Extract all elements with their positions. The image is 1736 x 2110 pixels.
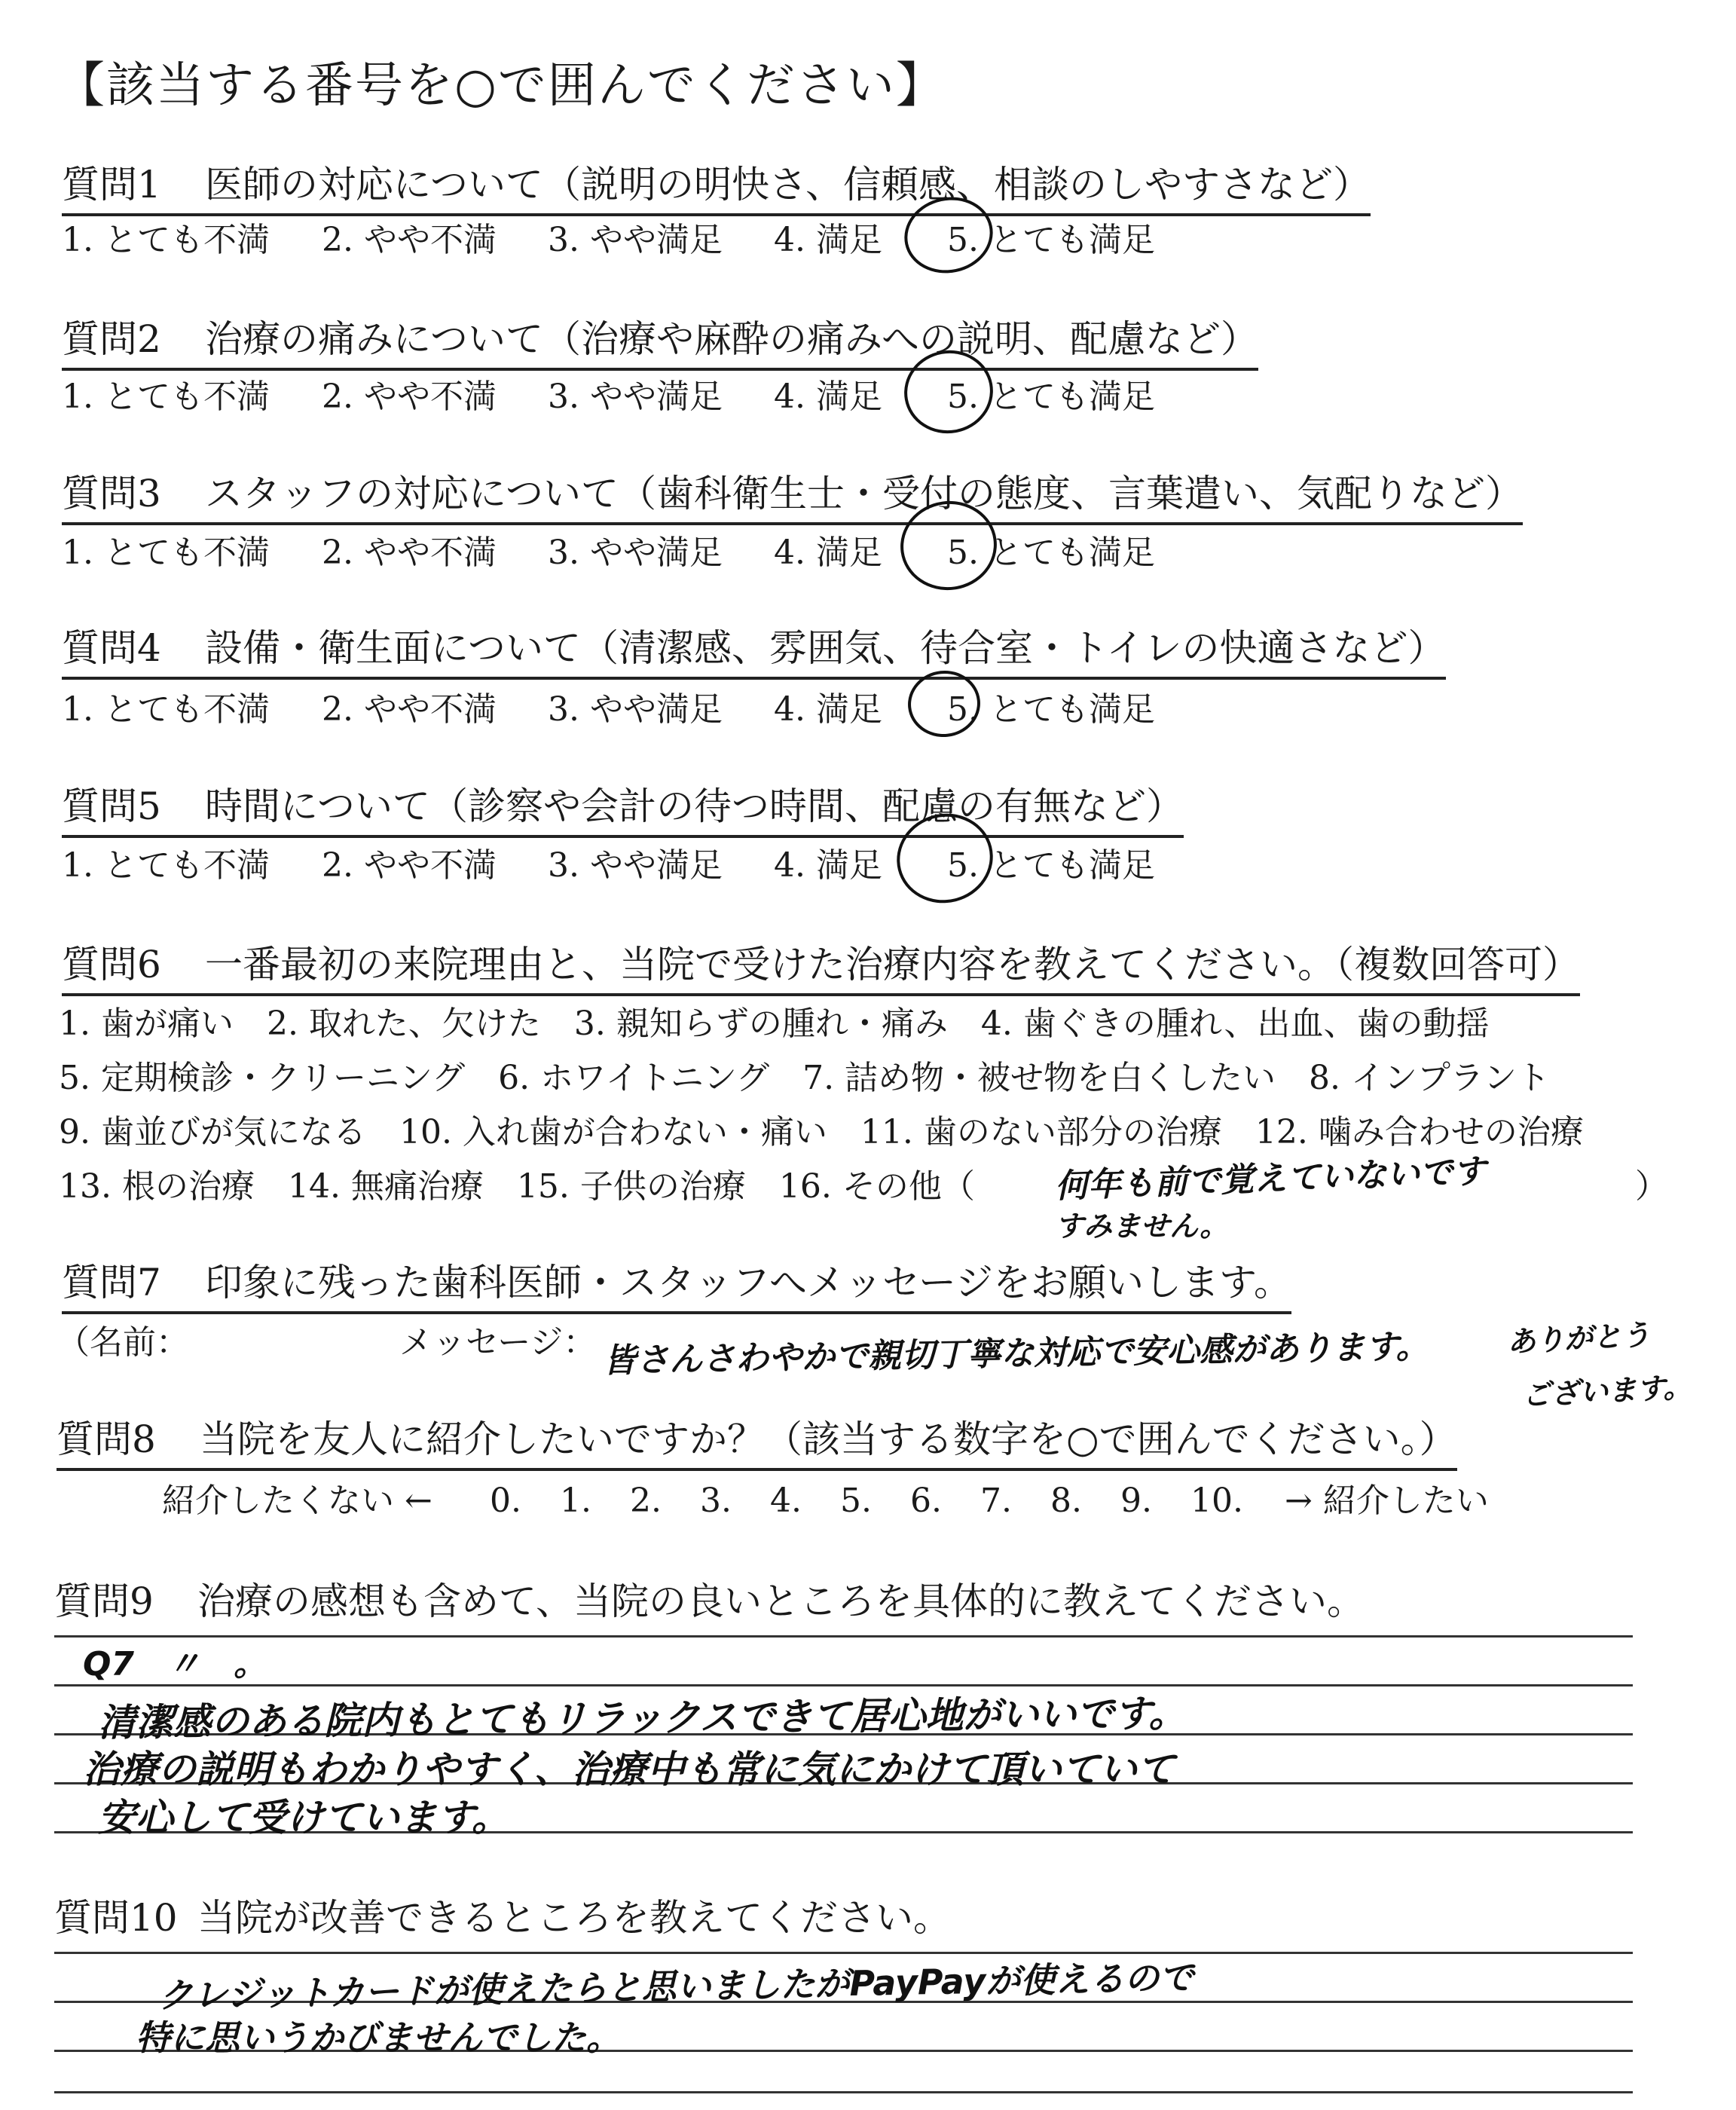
q1-option-2[interactable]: 2. やや不満 [322, 221, 497, 259]
q2-option-2[interactable]: 2. やや不満 [322, 378, 497, 416]
q8-scale-2[interactable]: 2. [630, 1482, 662, 1520]
question-8-heading [57, 1409, 1457, 1471]
q8-scale-4[interactable]: 4. [770, 1482, 802, 1520]
question-9-number: 質問9 [54, 1579, 154, 1623]
q3-option-3[interactable]: 3. やや満足 [548, 534, 723, 572]
q8-scale-6[interactable]: 6. [910, 1482, 942, 1520]
q8-scale-0[interactable]: 0. [490, 1482, 521, 1520]
q6-options-row-1[interactable]: 1. 歯が痛い 2. 取れた、欠けた 3. 親知らずの腫れ・痛み 4. 歯ぐきの腫れ、出血、歯の動揺 [59, 1005, 1490, 1043]
question-7-heading [62, 1252, 1291, 1314]
q3-option-2[interactable]: 2. やや不満 [322, 534, 497, 572]
q4-option-3[interactable]: 3. やや満足 [548, 690, 723, 729]
question-6-heading [62, 934, 1580, 996]
question-4-text: 設備・衛生面について（清潔感、雰囲気、待合室・トイレの快適さなど） [205, 626, 1446, 670]
question-6-text: 一番最初の来院理由と、当院で受けた治療内容を教えてください。（複数回答可） [205, 943, 1580, 986]
question-7-text: 印象に残った歯科医師・スタッフへメッセージをお願いします。 [205, 1261, 1291, 1304]
question-2-text: 治療の痛みについて（治療や麻酔の痛みへの説明、配慮など） [205, 317, 1258, 361]
question-4-number: 質問4 [62, 626, 161, 670]
q9-answer-line-1: Q7 〃 。 [83, 1645, 267, 1683]
q9-answer-rule-1 [54, 1635, 1633, 1638]
q6-options-row-2[interactable]: 5. 定期検診・クリーニング 6. ホワイトニング 7. 詰め物・被せ物を白くしたい 8. インプラント [59, 1059, 1551, 1097]
q10-answer-line-2: 特に思いうかびませんでした。 [136, 2017, 621, 2058]
question-3-text: スタッフの対応について（歯科衛生士・受付の態度、言葉遣い、気配りなど） [205, 472, 1523, 515]
q8-scale [162, 1473, 1489, 1521]
q5-option-4[interactable]: 4. 満足 [774, 846, 882, 885]
q8-scale-7[interactable]: 7. [980, 1482, 1012, 1520]
q9-answer-line-3: 治療の説明もわかりやすく、治療中も常に気にかけて頂いていて [83, 1748, 1175, 1791]
q7-message-answer-extra-1: ありがとう [1506, 1318, 1652, 1359]
q4-option-1[interactable]: 1. とても不満 [62, 690, 270, 729]
q8-scale-10[interactable]: 10. [1190, 1482, 1243, 1520]
question-4-heading [62, 618, 1446, 680]
q5-option-3[interactable]: 3. やや満足 [548, 846, 723, 885]
question-1-number: 質問1 [62, 163, 161, 206]
question-10-number: 質問10 [54, 1896, 178, 1940]
q3-option-5[interactable]: 5. とても満足 [947, 534, 1155, 572]
q5-option-2[interactable]: 2. やや不満 [322, 846, 497, 885]
q3-option-1[interactable]: 1. とても不満 [62, 534, 270, 572]
q7-message-answer: 皆さんさわやかで親切丁寧な対応で安心感があります。 [602, 1327, 1429, 1381]
question-2-heading [62, 309, 1258, 371]
q10-answer-rule-1 [54, 1952, 1633, 1954]
q6-other-answer-line-2: すみません。 [1055, 1209, 1229, 1243]
q3-option-4[interactable]: 4. 満足 [774, 534, 882, 572]
question-9-text: 治療の感想も含めて、当院の良いところを具体的に教えてください。 [197, 1579, 1365, 1623]
q2-option-3[interactable]: 3. やや満足 [548, 378, 723, 416]
q7-name-label: （名前： [57, 1323, 189, 1362]
question-3-heading [62, 463, 1523, 525]
q8-scale-5[interactable]: 5. [840, 1482, 872, 1520]
q2-option-1[interactable]: 1. とても不満 [62, 378, 270, 416]
question-4-options [62, 682, 1155, 730]
q2-option-4[interactable]: 4. 満足 [774, 378, 882, 416]
question-10-text: 当院が改善できるところを教えてください。 [197, 1896, 951, 1940]
q7-message-answer-extra-2: ございます。 [1521, 1370, 1693, 1412]
q6-options-row-3[interactable]: 9. 歯並びが気になる 10. 入れ歯が合わない・痛い 11. 歯のない部分の治療 12. 噛み合わせの治療 [59, 1113, 1584, 1151]
q8-high-label: → 紹介したい [1285, 1482, 1489, 1520]
q7-message-label: メッセージ： [399, 1323, 597, 1362]
question-1-text: 医師の対応について（説明の明快さ、信頼感、相談のしやすさなど） [205, 163, 1371, 206]
q5-option-5[interactable]: 5. とても満足 [947, 846, 1155, 885]
question-8-number: 質問8 [57, 1417, 156, 1461]
q8-low-label: 紹介したくない ← [162, 1482, 432, 1520]
q1-option-4[interactable]: 4. 満足 [774, 221, 882, 259]
q6-options-row-4[interactable]: 13. 根の治療 14. 無痛治療 15. 子供の治療 16. その他（ [59, 1167, 975, 1206]
q5-option-1[interactable]: 1. とても不満 [62, 846, 270, 885]
question-3-number: 質問3 [62, 472, 161, 515]
q10-answer-rule-4 [54, 2091, 1633, 2093]
page-title: 【該当する番号を○で囲んでください】 [57, 58, 946, 114]
q6-close-paren: ） [1635, 1167, 1668, 1206]
question-6-number: 質問6 [62, 943, 161, 986]
question-10-heading [54, 1888, 951, 1942]
q2-option-5[interactable]: 5. とても満足 [947, 378, 1155, 416]
question-1-heading [62, 154, 1371, 216]
q8-scale-1[interactable]: 1. [560, 1482, 591, 1520]
question-5-heading [62, 776, 1184, 838]
q8-scale-9[interactable]: 9. [1120, 1482, 1152, 1520]
q10-answer-line-1: クレジットカードが使えたらと思いましたがPayPayが使えるので [157, 1957, 1194, 2016]
q9-answer-line-2: 清潔感のある院内もとてもリラックスできて居心地がいいです。 [97, 1691, 1187, 1745]
question-5-text: 時間について（診察や会計の待つ時間、配慮の有無など） [205, 784, 1184, 828]
question-8-text: 当院を友人に紹介したいですか？（該当する数字を○で囲んでください。） [200, 1417, 1457, 1461]
q1-option-3[interactable]: 3. やや満足 [548, 221, 723, 259]
q4-option-4[interactable]: 4. 満足 [774, 690, 882, 729]
question-9-heading [54, 1571, 1365, 1625]
question-7-number: 質問7 [62, 1261, 161, 1304]
q4-option-2[interactable]: 2. やや不満 [322, 690, 497, 729]
q4-option-5[interactable]: 5. とても満足 [947, 690, 1155, 729]
question-5-number: 質問5 [62, 784, 161, 828]
q1-option-5[interactable]: 5. とても満足 [947, 221, 1155, 259]
q8-scale-3[interactable]: 3. [700, 1482, 732, 1520]
q9-answer-line-4: 安心して受けています。 [98, 1796, 509, 1839]
q8-scale-8[interactable]: 8. [1050, 1482, 1082, 1520]
q6-other-answer-line-1: 何年も前で覚えていないです [1054, 1152, 1487, 1206]
q1-option-1[interactable]: 1. とても不満 [62, 221, 270, 259]
question-2-number: 質問2 [62, 317, 161, 361]
